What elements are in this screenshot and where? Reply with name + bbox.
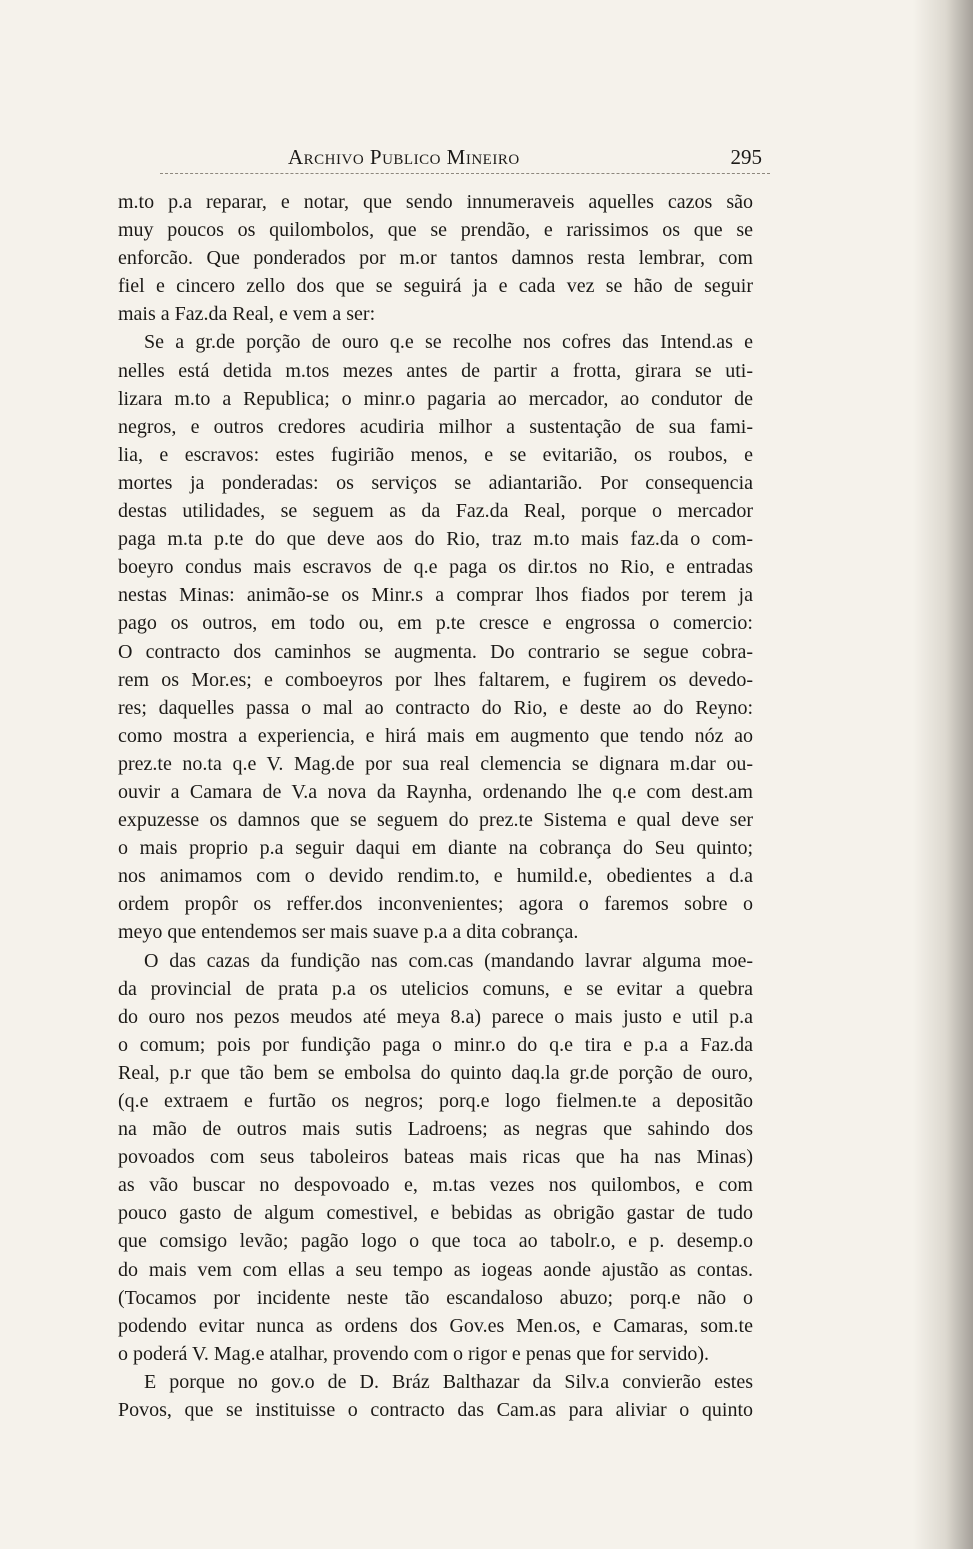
text-line: que comsigo levão; pagão logo o que toca ao tabolr.o, e p. desemp.o xyxy=(118,1230,753,1253)
text-line: rem os Mor.es; e comboeyros por lhes faltarem, e fugirem os devedo- xyxy=(118,668,753,691)
text-line: povoados com seus taboleiros bateas mais ricas que ha nas Minas) xyxy=(118,1146,753,1169)
text-line: do ouro nos pezos meudos até meya 8.a) parece o mais justo e util p.a xyxy=(118,1005,753,1028)
running-title: Archivo Publico Mineiro xyxy=(288,145,520,169)
text-line: destas utilidades, se seguem as da Faz.da Real, porque o mercador xyxy=(118,500,753,523)
text-line: Se a gr.de porção de ouro q.e se recolhe nos cofres das Intend.as e xyxy=(144,331,753,354)
text-line: res; daquelles passa o mal ao contracto do Rio, e deste ao do Reyno: xyxy=(118,696,753,719)
text-line: O contracto dos caminhos se augmenta. Do contrario se segue cobra- xyxy=(118,640,753,663)
text-line: na mão de outros mais sutis Ladroens; as negras que sahindo dos xyxy=(118,1118,753,1141)
text-line: o comum; pois por fundição paga o minr.o do q.e tira e p.a a Faz.da xyxy=(118,1033,753,1056)
text-line: pouco gasto de algum comestivel, e bebidas as obrigão gastar de tudo xyxy=(118,1202,753,1225)
page-edge-shadow xyxy=(913,0,973,1549)
text-line: ordem propôr os reffer.dos inconvenientes; agora o faremos sobre o xyxy=(118,893,753,916)
text-line: O das cazas da fundição nas com.cas (mandando lavrar alguma moe- xyxy=(144,949,753,972)
text-line: mortes ja ponderadas: os serviços se adiantarião. Por consequencia xyxy=(118,471,753,494)
text-line: lia, e escravos: estes fugirião menos, e se evitarião, os roubos, e xyxy=(118,443,753,466)
text-line: ouvir a Camara de V.a nova da Raynha, ordenando lhe q.e com dest.am xyxy=(118,780,753,803)
text-line: (q.e extraem e furtão os negros; porq.e logo fielmen.te a depositão xyxy=(118,1090,753,1112)
text-line: boeyro condus mais escravos de q.e paga os dir.tos no Rio, e entradas xyxy=(118,556,753,579)
text-line: expuzesse os damnos que se seguem do prez.te Sistema e qual deve ser xyxy=(118,809,753,832)
text-line: m.to p.a reparar, e notar, que sendo innumeraveis aquelles cazos são xyxy=(118,191,753,213)
text-line: meyo que entendemos ser mais suave p.a a dita cobrança. xyxy=(118,921,579,944)
text-line: nestas Minas: animão-se os Minr.s a comprar lhos fiados por terem ja xyxy=(118,584,753,607)
text-line: negros, e outros credores acudiria milhor a sustentação de sua fami- xyxy=(118,415,753,438)
text-line: nos animamos com o devido rendim.to, e humild.e, obedientes a d.a xyxy=(118,865,753,888)
text-line: como mostra a experiencia, e hirá mais em augmento que tendo nóz ao xyxy=(118,724,753,747)
text-line: podendo evitar nunca as ordens dos Gov.es Men.os, e Camaras, som.te xyxy=(118,1314,753,1337)
text-line: prez.te no.ta q.e V. Mag.de por sua real clemencia se dignara m.dar ou- xyxy=(118,752,753,775)
page-header xyxy=(160,145,770,175)
text-line: fiel e cincero zello dos que se seguirá ja e cada vez se hão de seguir xyxy=(118,275,753,298)
text-line: muy poucos os quilombolos, que se prendão, e rarissimos os que se xyxy=(118,219,753,242)
text-line: (Tocamos por incidente neste tão escandaloso abuzo; porq.e não o xyxy=(118,1286,753,1309)
text-line: nelles está detida m.tos mezes antes de partir a frotta, girara se uti- xyxy=(118,359,753,382)
text-line: pago os outros, em todo ou, em p.te cresce e engrossa o comercio: xyxy=(118,612,753,635)
text-line: paga m.ta p.te do que deve aos do Rio, traz m.to mais faz.da o com- xyxy=(118,528,753,551)
text-line: o poderá V. Mag.e atalhar, provendo com o rigor e penas que for servido). xyxy=(118,1342,710,1365)
text-line: mais a Faz.da Real, e vem a ser: xyxy=(118,303,376,326)
text-line: o mais proprio p.a seguir daqui em diante na cobrança do Seu quinto; xyxy=(118,837,753,860)
page-number: 295 xyxy=(730,145,762,169)
text-line: Povos, que se instituisse o contracto das Cam.as para aliviar o quinto xyxy=(118,1399,753,1422)
text-line: as vão buscar no despovoado e, m.tas vezes nos quilombos, e com xyxy=(118,1174,753,1197)
body-text xyxy=(118,188,753,1424)
text-line: da provincial de prata p.a os utelicios comuns, e se evitar a quebra xyxy=(118,977,753,1000)
text-line: do mais vem com ellas a seu tempo as iogeas aonde ajustão as contas. xyxy=(118,1258,753,1281)
text-line: enforcão. Que ponderados por m.or tantos damnos resta lembrar, com xyxy=(118,247,753,270)
text-line: Real, p.r que tão bem se embolsa do quinto daq.la gr.de porção de ouro, xyxy=(118,1061,753,1084)
header-rule xyxy=(160,173,770,174)
text-line: lizara m.to a Republica; o minr.o pagaria ao mercador, ao condutor de xyxy=(118,387,753,410)
text-line: E porque no gov.o de D. Bráz Balthazar da Silv.a convierão estes xyxy=(144,1370,753,1393)
